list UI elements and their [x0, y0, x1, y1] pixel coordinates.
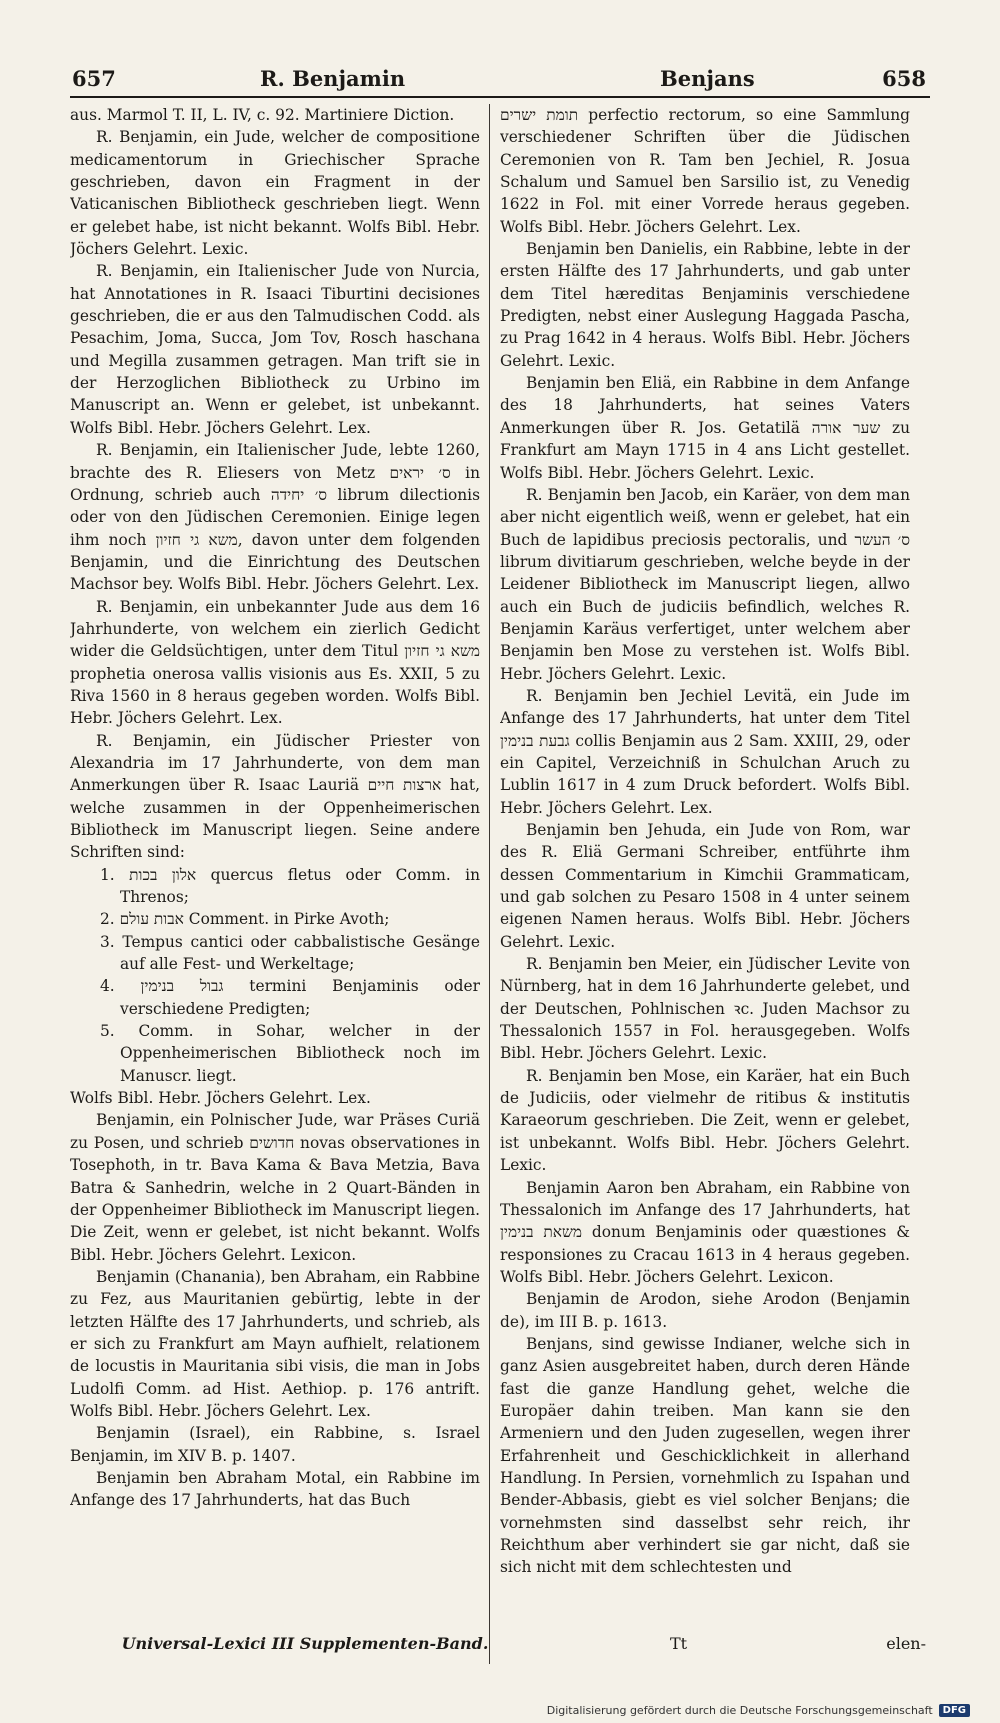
lexicon-entry: R. Benjamin, ein Italienischer Jude von Nurcia, hat Annotationes in R. Isaaci Tiburtini decisiones geschrieben, die er aus den Talmudischen Codd. als Pesachim, Joma, Succa, Jom Tov, Rosch haschana und Megilla zusammen getragen. Man trift sie in der Herzoglichen Bibliotheck zu Urbino im Manuscript an. Wenn er gelebet, ist unbekannt. Wolfs Bibl. Hebr. Jöchers Gelehrt. Lex.	[70, 262, 480, 437]
left-page-number: 657	[72, 66, 116, 91]
signature-mark: Tt	[670, 1634, 688, 1653]
right-running-title: Benjans	[660, 66, 755, 91]
list-item: 5. Comm. in Sohar, welcher in der Oppenheimerischen Bibliotheck noch im Manuscr. liegt.	[100, 1022, 480, 1085]
lexicon-entry: Benjamin de Arodon, siehe Arodon (Benjamin de), im III B. p. 1613.	[500, 1290, 910, 1331]
lexicon-entry: תומת ישרים perfectio rectorum, so eine Sammlung verschiedener Schriften über die Jüdischen Ceremonien von R. Tam ben Jechiel, R. Josua Schalum und Samuel ben Sarsilio ist, zu Venedig 1622 in Fol. mit einer Vorrede heraus gegeben. Wolfs Bibl. Hebr. Jöchers Gelehrt. Lex.	[500, 106, 910, 236]
list-item: 3. Tempus cantici oder cabbalistische Gesänge auf alle Fest- und Werkeltage;	[100, 932, 480, 974]
left-column	[70, 104, 480, 1664]
lexicon-entry: aus. Marmol T. II, L. IV, c. 92. Martiniere Diction.	[70, 106, 455, 124]
numbered-list	[70, 864, 480, 1087]
lexicon-entry: Benjamin ben Eliä, ein Rabbine in dem Anfange des 18 Jahrhunderts, hat seines Vaters Anmerkungen über R. Jos. Getatilä שער אורה zu Frankfurt am Mayn 1715 in 4 ans Licht gestellet. Wolfs Bibl. Hebr. Jöchers Gelehrt. Lexic.	[500, 374, 910, 482]
lexicon-entry: Benjamin ben Jehuda, ein Jude von Rom, war des R. Eliä Germani Schreiber, entführte ihm dessen Commentarium in Kimchii Grammaticam, und gab solchen zu Pesaro 1508 in 4 unter seinem eigenen Namen heraus. Wolfs Bibl. Hebr. Jöchers Gelehrt. Lexic.	[500, 821, 910, 951]
lexicon-entry: R. Benjamin, ein unbekannter Jude aus dem 16 Jahrhunderte, von welchem ein zierlich Gedicht wider die Geldsüchtigen, unter dem Titul משא גי חזיון prophetia onerosa vallis visionis aus Es. XXII, 5 zu Riva 1560 in 8 heraus gegeben worden. Wolfs Bibl. Hebr. Jöchers Gelehrt. Lex.	[70, 597, 480, 728]
lexicon-entry: Benjamin (Israel), ein Rabbine, s. Israel Benjamin, im XIV B. p. 1407.	[70, 1424, 480, 1465]
left-running-title: R. Benjamin	[260, 66, 406, 91]
lexicon-entry: R. Benjamin, ein Italienischer Jude, lebte 1260, brachte des R. Eliesers von Metz ס׳ יראים in Ordnung, schrieb auch ס׳ יחידה librum dilectionis oder von den Jüdischen Ceremonien. Einige legen ihm noch משא גי חזיון, davon unter dem folgenden Benjamin, und die Einrichtung des Deutschen Machsor bey. Wolfs Bibl. Hebr. Jöchers Gelehrt. Lex.	[70, 441, 480, 594]
list-item: 4. גבול בנימין termini Benjaminis oder verschiedene Predigten;	[100, 977, 480, 1018]
lexicon-entry: R. Benjamin, ein Jüdischer Priester von Alexandria im 17 Jahrhunderte, von dem man Anmerkungen über R. Isaac Lauriä ארצות חיים hat, welche zusammen in der Oppenheimerischen Bibliotheck im Manuscript liegen. Seine andere Schriften sind:	[70, 731, 480, 862]
catchword: elen-	[886, 1634, 926, 1653]
page-header	[70, 60, 930, 98]
lexicon-entry: Benjans, sind gewisse Indianer, welche sich in ganz Asien ausgebreitet haben, durch deren Hände fast die ganze Handlung gehet, welche die Europäer dahin treiben. Man kann sie den Armeniern und den Juden zugesellen, wegen ihrer Erfahrenheit und Geschicklichkeit in allerhand Handlung. In Persien, vornehmlich zu Ispahan und Bender-Abbasis, giebt es viel solcher Benjans; die vornehmsten sind dasselbst sehr reich, ihr Reichthum aber verhindert sie gar nicht, daß sie sich nicht mit dem schlechtesten und	[500, 1334, 910, 1577]
lexicon-entry: R. Benjamin ben Jechiel Levitä, ein Jude im Anfange des 17 Jahrhunderts, hat unter dem Titel גבעת בנימין collis Benjamin aus 2 Sam. XXIII, 29, oder ein Capitel, Verzeichniß in Schulchan Aruch zu Lublin 1617 in 4 zum Druck befordert. Wolfs Bibl. Hebr. Jöchers Gelehrt. Lex.	[500, 686, 910, 817]
right-column	[500, 104, 910, 1664]
credit-text: Digitalisierung gefördert durch die Deutsche Forschungsgemeinschaft	[546, 1704, 933, 1717]
lexicon-entry: Benjamin, ein Polnischer Jude, war Präses Curiä zu Posen, und schrieb חדושים novas observationes in Tosephoth, in tr. Bava Kama & Bava Metzia, Bava Batra & Sanhedrin, welche in 2 Quart-Bänden in der Oppenheimer Bibliotheck im Manuscript liegen. Die Zeit, wenn er gelebet, ist nicht bekannt. Wolfs Bibl. Hebr. Jöchers Gelehrt. Lexicon.	[70, 1111, 480, 1264]
dfg-logo-icon: DFG	[939, 1704, 970, 1717]
lexicon-entry: R. Benjamin ben Meier, ein Jüdischer Levite von Nürnberg, hat in dem 16 Jahrhunderte gelebet, und der Deutschen, Pohlnischen ꝛc. Juden Machsor zu Thessalonich 1557 in Fol. herausgegeben. Wolfs Bibl. Hebr. Jöchers Gelehrt. Lexic.	[500, 955, 910, 1063]
list-item: 1. אלון בכות quercus fletus oder Comm. in Threnos;	[100, 865, 480, 907]
lexicon-entry: R. Benjamin, ein Jude, welcher de compositione medicamentorum in Griechischer Sprache geschrieben, davon ein Fragment in der Vaticanischen Bibliotheck geschrieben liegt. Wenn er gelebet habe, ist nicht bekannt. Wolfs Bibl. Hebr. Jöchers Gelehrt. Lexic.	[70, 128, 480, 259]
lexicon-entry: Wolfs Bibl. Hebr. Jöchers Gelehrt. Lex.	[70, 1089, 371, 1108]
list-item: 2. אבות עולם Comment. in Pirke Avoth;	[100, 910, 390, 929]
lexicon-entry: Benjamin Aaron ben Abraham, ein Rabbine von Thessalonich im Anfange des 17 Jahrhunderts, hat משאת בנימין donum Benjaminis oder quæstiones & responsiones zu Cracau 1613 in 4 heraus gegeben. Wolfs Bibl. Hebr. Jöchers Gelehrt. Lexicon.	[500, 1178, 910, 1286]
lexicon-entry: Benjamin (Chanania), ben Abraham, ein Rabbine zu Fez, aus Mauritanien gebürtig, lebte in der letzten Hälfte des 17 Jahrhunderts, und schrieb, als er sich zu Frankfurt am Mayn aufhielt, relationem de locustis in Mauritania sibi visis, die man in Jobs Ludolfi Comm. ad Hist. Aethiop. p. 176 antrift. Wolfs Bibl. Hebr. Jöchers Gelehrt. Lex.	[70, 1267, 480, 1420]
header-rule	[70, 96, 930, 98]
lexicon-entry: Benjamin ben Abraham Motal, ein Rabbine im Anfange des 17 Jahrhunderts, hat das Buch	[70, 1468, 480, 1510]
right-page-number: 658	[882, 66, 926, 91]
lexicon-entry: R. Benjamin ben Mose, ein Karäer, hat ein Buch de Judiciis, oder vielmehr de ritibus & institutis Karaeorum geschrieben. Die Zeit, wenn er gelebet, ist unbekannt. Wolfs Bibl. Hebr. Jöchers Gelehrt. Lexic.	[500, 1066, 910, 1175]
lexicon-entry: R. Benjamin ben Jacob, ein Karäer, von dem man aber nicht eigentlich weiß, wenn er gelebet, hat ein Buch de lapidibus preciosis pectoralis, und ס׳ העשר librum divitiarum geschrieben, welche beyde in der Leidener Bibliotheck im Manuscript liegen, allwo auch ein Buch de judiciis befindlich, welches R. Benjamin Karäus verfertiget, unter welchem aber Benjamin ben Mose zu verstehen ist. Wolfs Bibl. Hebr. Jöchers Gelehrt. Lexic.	[500, 485, 910, 683]
digitization-credit	[547, 1704, 970, 1717]
book-page	[70, 60, 930, 1660]
signature-line: Universal-Lexici III Supplementen-Band.	[121, 1634, 489, 1653]
column-divider	[489, 104, 490, 1664]
lexicon-entry: Benjamin ben Danielis, ein Rabbine, lebte in der ersten Hälfte des 17 Jahrhunderts, und gab unter dem Titel hæreditas Benjaminis verschiedene Predigten, nebst einer Auslegung Haggada Pascha, zu Prag 1642 in 4 heraus. Wolfs Bibl. Hebr. Jöchers Gelehrt. Lexic.	[500, 240, 910, 370]
